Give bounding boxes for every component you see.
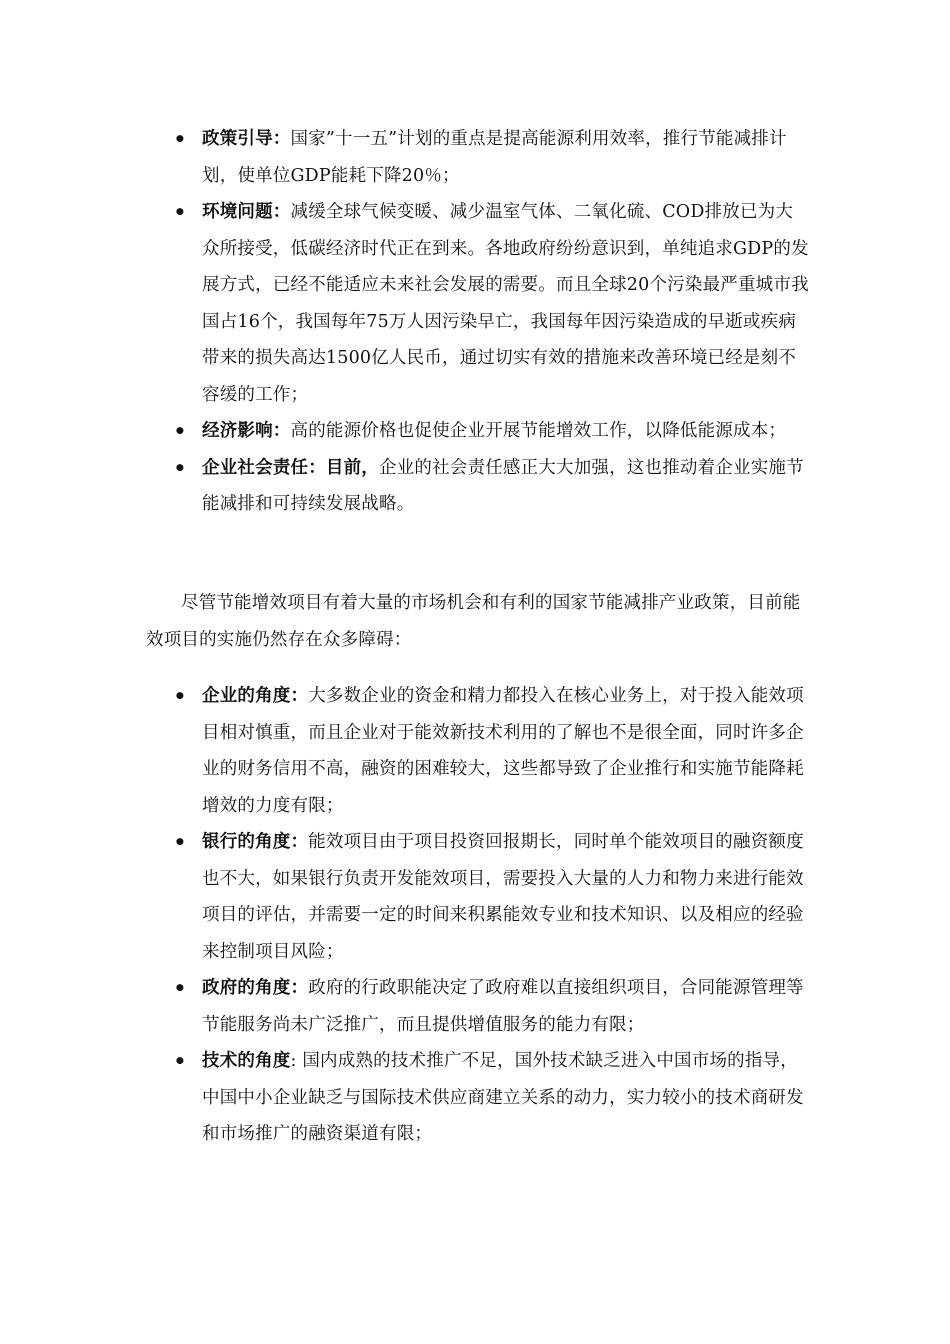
item-text: 减缓全球气候变暖、减少温室气体、二氧化硫、COD排放已为大众所接受，低碳经济时代正在到来。各地政府纷纷意识到，单纯追求GDP的发展方式，已经不能适应未来社会发展的需要。而且全球20个污染最严重城市我国占16个，我国每年75万人因污染早亡，我国每年因污染造成的早逝或疾病带来的损失高达1500亿人民币，通过切实有效的措施来改善环境已经是刻不容缓的工作； bbox=[202, 202, 809, 405]
item-term: 经济影响： bbox=[202, 421, 291, 441]
barriers-list bbox=[160, 678, 810, 1153]
item-text: 国家”十一五”计划的重点是提高能源利用效率，推行节能减排计划，使单位GDP能耗下降20％； bbox=[202, 129, 787, 186]
list-item-technology bbox=[160, 1043, 810, 1153]
bullet-icon: • bbox=[173, 976, 187, 1000]
list-item-bank bbox=[160, 824, 810, 970]
bullet-icon: • bbox=[173, 455, 187, 480]
item-term: 银行的角度： bbox=[202, 832, 309, 852]
item-text: : 国内成熟的技术推广不足，国外技术缺乏进入中国市场的指导， 中国中小企业缺乏与国际技术供应商建立关系的动力，实力较小的技术商研发和市场推广的融资渠道有限； bbox=[202, 1051, 804, 1144]
item-term: 政府的角度： bbox=[202, 978, 309, 998]
item-text: 企业的社会责任感正大大加强，这也推动着企业实施节能减排和可持续发展战略。 bbox=[202, 457, 804, 514]
list-item-policy bbox=[160, 121, 810, 194]
list-item-government bbox=[160, 970, 810, 1043]
list-item-enterprise bbox=[160, 678, 810, 824]
item-term: 企业的角度： bbox=[202, 686, 309, 706]
bullet-icon: • bbox=[173, 419, 187, 443]
item-text: 大多数企业的资金和精力都投入在核心业务上，对于投入能效项目相对慎重，而且企业对于能效新技术利用的了解也不是很全面，同时许多企业的财务信用不高，融资的困难较大，这些都导致了企业推行和实施节能降耗增效的力度有限； bbox=[202, 686, 804, 816]
list-item-environment bbox=[160, 194, 810, 413]
item-text: 高的能源价格也促使企业开展节能增效工作，以降低能源成本； bbox=[290, 421, 787, 441]
item-text: 政府的行政职能决定了政府难以直接组织项目，合同能源管理等节能服务尚未广泛推广，而且提供增值服务的能力有限； bbox=[202, 978, 804, 1035]
item-term: 技术的角度 bbox=[202, 1051, 291, 1071]
bullet-icon: • bbox=[173, 830, 187, 854]
item-term: 环境问题： bbox=[202, 202, 291, 222]
bullet-icon: • bbox=[173, 684, 187, 708]
bullet-icon: • bbox=[173, 1049, 187, 1073]
barriers-intro-paragraph: 尽管节能增效项目有着大量的市场机会和有利的国家节能减排产业政策，目前能效项目的实施仍然存在众多障碍： bbox=[146, 593, 801, 650]
item-term: 企业社会责任：目前， bbox=[202, 457, 379, 478]
list-item-csr bbox=[160, 450, 810, 523]
item-term: 政策引导： bbox=[202, 129, 291, 149]
bullet-icon: • bbox=[173, 200, 187, 224]
list-item-economy bbox=[160, 413, 810, 450]
drivers-list bbox=[160, 121, 810, 523]
bullet-icon: • bbox=[173, 127, 187, 151]
item-text: 能效项目由于项目投资回报期长，同时单个能效项目的融资额度也不大，如果银行负责开发能效项目，需要投入大量的人力和物力来进行能效项目的评估，并需要一定的时间来积累能效专业和技术知识、以及相应的经验来控制项目风险； bbox=[202, 832, 804, 962]
